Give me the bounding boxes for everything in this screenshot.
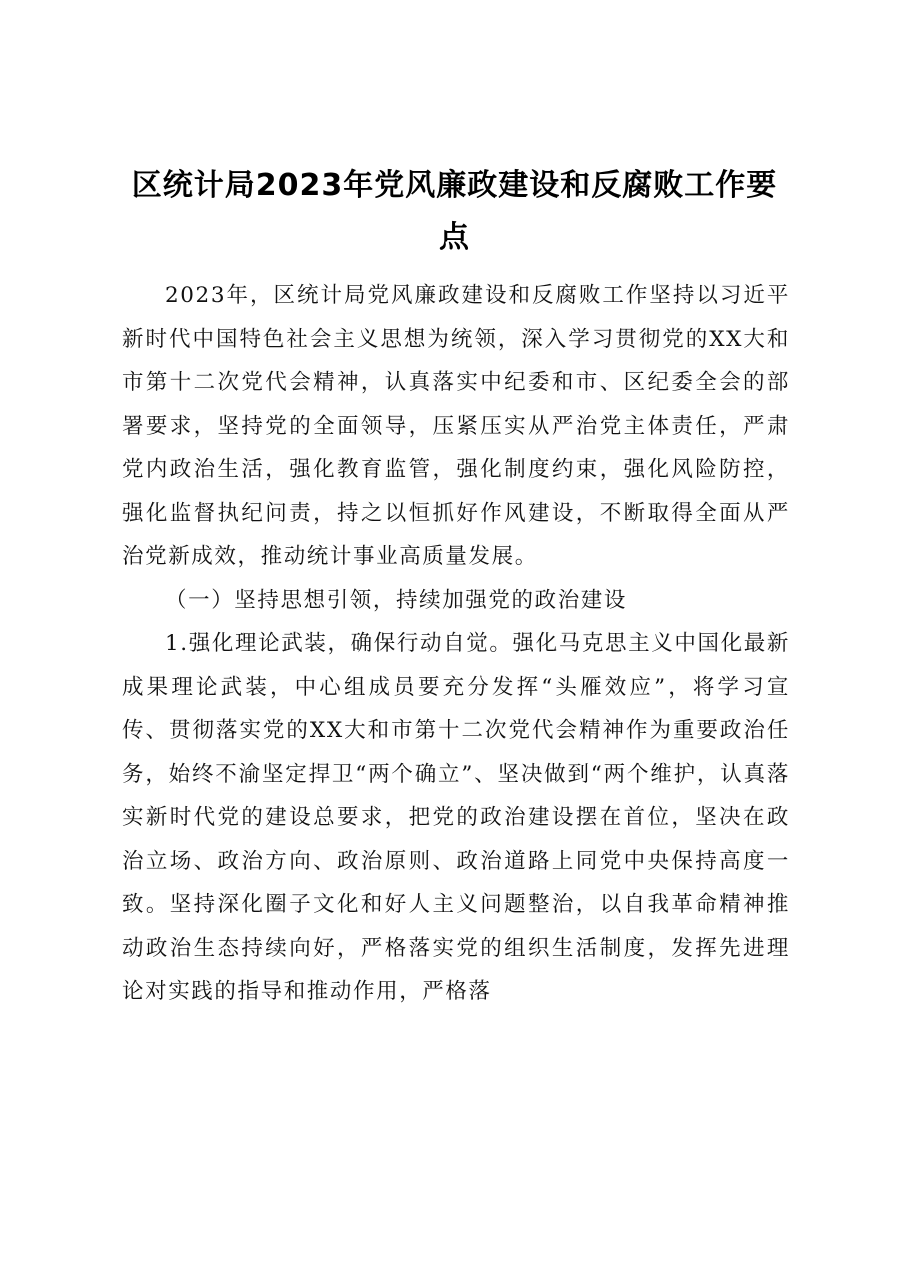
item-paragraph-1: 1.强化理论武装，确保行动自觉。强化马克思主义中国化最新成果理论武装，中心组成员要充分发挥“头雁效应”，将学习宣传、贯彻落实党的XX大和市第十二次党代会精神作为重要政治任务，始终不渝坚定捍卫“两个确立”、坚决做到“两个维护，认真落实新时代党的建设总要求，把党的政治建设摆在首位，坚决在政治立场、政治方向、政治原则、政治道路上同党中央保持高度一致。坚持深化圈子文化和好人主义问题整治，以自我革命精神推动政治生态持续向好，严格落实党的组织生活制度，发挥先进理论对实践的指导和推动作用，严格落 bbox=[122, 631, 790, 1004]
intro-paragraph: 2023年，区统计局党风廉政建设和反腐败工作坚持以习近平新时代中国特色社会主义思想为统领，深入学习贯彻党的XX大和市第十二次党代会精神，认真落实中纪委和市、区纪委全会的部署要求，坚持党的全面领导，压紧压实从严治党主体责任，严肃党内政治生活，强化教育监管，强化制度约束，强化风险防控，强化监督执纪问责，持之以恒抓好作风建设，不断取得全面从严治党新成效，推动统计事业高质量发展。 bbox=[122, 283, 790, 569]
section-heading-1: （一）坚持思想引领，持续加强党的政治建设 bbox=[165, 587, 628, 613]
document-body bbox=[122, 274, 790, 1014]
document-title: 区统计局2023年党风廉政建设和反腐败工作要点 bbox=[131, 168, 778, 255]
